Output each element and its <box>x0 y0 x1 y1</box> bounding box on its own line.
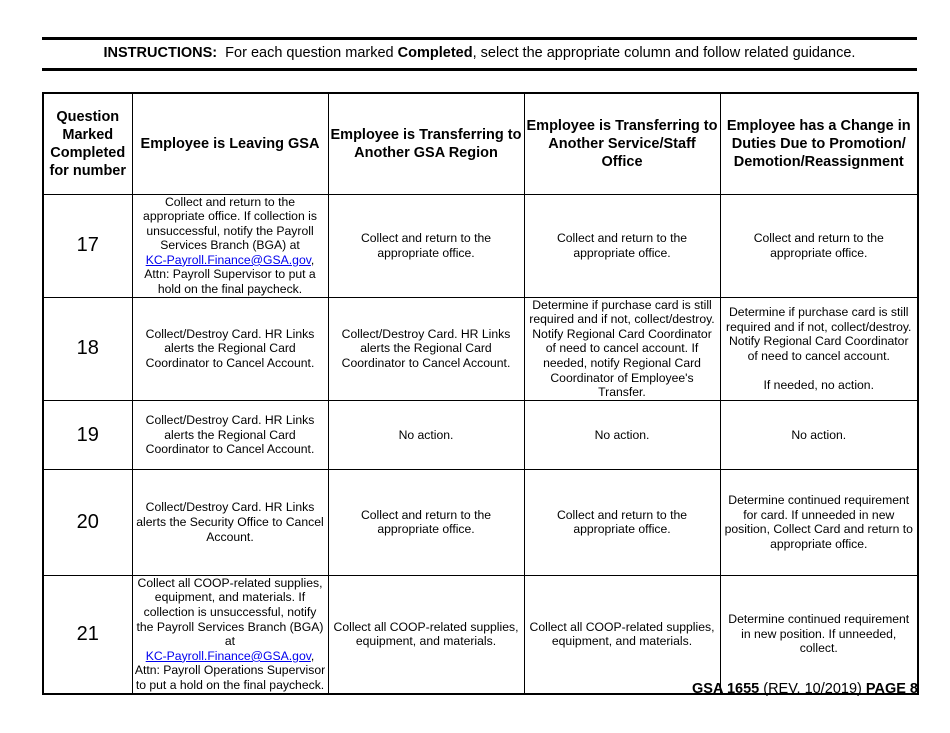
cell-duties-text: Determine if purchase card is still required and if not, collect/destroy. Notify Regional Card Coordinator of need to cancel account. <box>726 304 912 363</box>
cell-office: Determine if purchase card is still required and if not, collect/destroy. Notify Regional Card Coordinator of need to cancel account. If needed, notify Regional Card Coordinator of Employee's Transfer. <box>524 297 720 400</box>
table-row <box>43 575 918 693</box>
cell-region: Collect and return to the appropriate office. <box>328 194 524 297</box>
cell-leaving: Collect/Destroy Card. HR Links alerts the Security Office to Cancel Account. <box>132 469 328 575</box>
cell-region: No action. <box>328 400 524 469</box>
cell-leaving: Collect/Destroy Card. HR Links alerts the Regional Card Coordinator to Cancel Account. <box>132 400 328 469</box>
header-transfer-office: Employee is Transferring to Another Service/Staff Office <box>524 93 720 194</box>
header-question-number: Question Marked Completed for number <box>43 93 132 194</box>
cell-leaving-attn: , Attn: Payroll Operations Supervisor to put a hold on the final paycheck. <box>134 648 326 692</box>
instructions-text-2: , select the appropriate column and follow related guidance. <box>472 45 856 61</box>
question-number: 17 <box>43 194 132 297</box>
table-header-row <box>43 93 918 194</box>
cell-office: No action. <box>524 400 720 469</box>
cell-duties: Collect and return to the appropriate office. <box>720 194 918 297</box>
instructions-rule <box>42 68 917 71</box>
cell-office: Collect and return to the appropriate office. <box>524 469 720 575</box>
top-rule <box>42 37 917 40</box>
cell-leaving-text: Collect and return to the appropriate office. If collection is unsuccessful, notify the Payroll Services Branch (BGA) at <box>143 194 317 253</box>
form-number: GSA 1655 <box>692 681 760 697</box>
table-row <box>43 194 918 297</box>
table-row <box>43 469 918 575</box>
cell-office: Collect and return to the appropriate office. <box>524 194 720 297</box>
payroll-email-link[interactable]: KC-Payroll.Finance@GSA.gov <box>145 252 311 267</box>
cell-leaving-text: Collect all COOP-related supplies, equipment, and materials. If collection is unsuccessful, notify the Payroll Services Branch (BGA) at <box>136 575 324 649</box>
instructions-label: INSTRUCTIONS: <box>103 45 218 61</box>
cell-leaving-attn: , Attn: Payroll Supervisor to put a hold on the final paycheck. <box>144 252 316 297</box>
cell-region: Collect and return to the appropriate office. <box>328 469 524 575</box>
cell-region: Collect/Destroy Card. HR Links alerts the Regional Card Coordinator to Cancel Account. <box>328 297 524 400</box>
cell-duties <box>720 297 918 400</box>
instructions-text-1: For each question marked <box>225 45 398 61</box>
cell-duties: Determine continued requirement for card. If unneeded in new position, Collect Card and return to appropriate office. <box>720 469 918 575</box>
cell-duties: Determine continued requirement in new position. If unneeded, collect. <box>720 575 918 693</box>
page-number: PAGE 8 <box>865 681 918 697</box>
form-revision: (REV. 10/2019) <box>763 681 862 697</box>
header-leaving-gsa: Employee is Leaving GSA <box>132 93 328 194</box>
table-row <box>43 297 918 400</box>
cell-duties-note: If needed, no action. <box>763 377 874 392</box>
question-number: 20 <box>43 469 132 575</box>
cell-leaving <box>132 194 328 297</box>
guidance-table <box>42 92 919 695</box>
question-number: 21 <box>43 575 132 693</box>
question-number: 18 <box>43 297 132 400</box>
question-number: 19 <box>43 400 132 469</box>
table-row <box>43 400 918 469</box>
cell-leaving: Collect/Destroy Card. HR Links alerts the Regional Card Coordinator to Cancel Account. <box>132 297 328 400</box>
header-change-duties: Employee has a Change in Duties Due to Promotion/ Demotion/Reassignment <box>720 93 918 194</box>
cell-duties: No action. <box>720 400 918 469</box>
cell-leaving <box>132 575 328 693</box>
cell-office: Collect all COOP-related supplies, equipment, and materials. <box>524 575 720 693</box>
instructions <box>42 43 917 63</box>
instructions-completed: Completed <box>397 45 473 61</box>
form-footer <box>692 680 918 698</box>
payroll-email-link[interactable]: KC-Payroll.Finance@GSA.gov <box>145 648 311 663</box>
header-transfer-region: Employee is Transferring to Another GSA Region <box>328 93 524 194</box>
cell-region: Collect all COOP-related supplies, equipment, and materials. <box>328 575 524 693</box>
